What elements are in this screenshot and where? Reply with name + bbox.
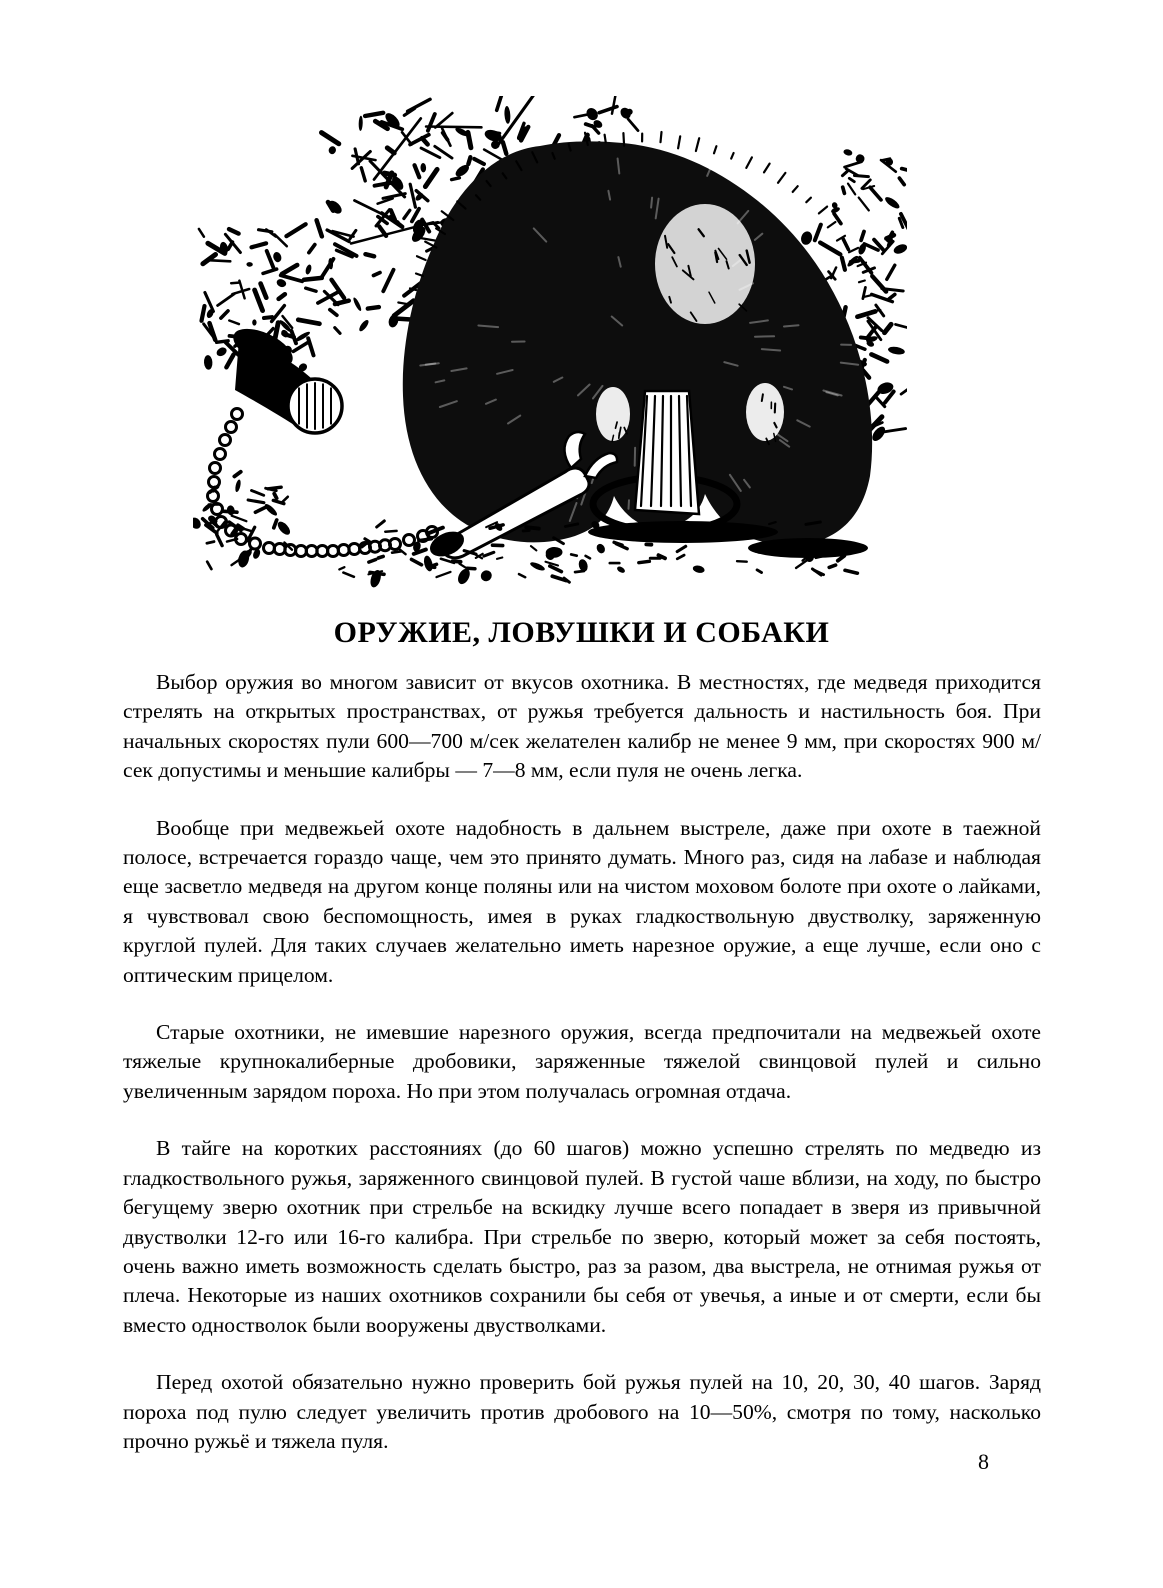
log — [228, 321, 342, 433]
bear-trap-illustration-svg — [193, 96, 907, 596]
body-text — [123, 668, 1041, 1456]
chapter-heading: ОРУЖИЕ, ЛОВУШКИ И СОБАКИ — [333, 616, 830, 649]
paragraph-5: Перед охотой обязательно нужно проверить бой ружья пулей на 10, 20, 30, 40 шагов. Заряд пороха под пулю следует увеличить против дробового на 10—50%, смотря по тому, насколько прочно ружьё и тяжела пуля. — [123, 1370, 1041, 1453]
paragraph-2: Вообще при медвежьей охоте надобность в дальнем выстреле, даже при охоте в таежной полосе, встречается гораздо чаще, чем это принято думать. Много раз, сидя на лабазе и наблюдая еще засветло медведя на другом конце поляны или на чистом моховом болоте при охоте о лайками, я чувствовал свою беспомощность, имея в руках гладкоствольную двустволку, заряженную круглой пулей. Для таких случаев желательно иметь нарезное оружие, а еще лучше, если оно с оптическим прицелом. — [123, 815, 1041, 987]
paragraph-1: Выбор оружия во многом зависит от вкусов охотника. В местностях, где медведя приходится стрелять на открытых пространствах, от ружья требуется дальность и настильность боя. При начальных скоростях пули 600—700 м/сек желателен калибр не менее 9 мм, при скоростях 900 м/сек допустимы и меньшие калибры — 7—8 мм, если пуля не очень легка. — [123, 670, 1041, 783]
paragraph-3: Старые охотники, не имевшие нарезного оружия, всегда предпочитали на медвежьей охоте тяжелые крупнокалиберные дробовики, заряженные тяжелой свинцовой пулей и сильно увеличенным зарядом пороха. Но при этом получалась огромная отдача. — [123, 1020, 1041, 1103]
paragraph-4: В тайге на коротких расстояниях (до 60 шагов) можно успешно стрелять по медведю из гладкоствольного ружья, заряженного свинцовой пулей. В густой чаше вблизи, на ходу, по быстро бегущему зверю охотник при стрельбе на вскидку лучше всего попадает в зверя из привычной двустволки 12-го или 16-го калибра. При стрельбе по зверю, который может за себя постоять, очень важно иметь возможность сделать быстро, раз за разом, два выстрела, не отнимая ружья от плеча. Некоторые из наших охотников сохранили бы себя от увечья, а иные и от смерти, если бы вместо одностволок были вооружены двустволками. — [123, 1136, 1041, 1337]
bear-trap-illustration — [193, 96, 907, 596]
page-number: 8 — [978, 1449, 989, 1474]
